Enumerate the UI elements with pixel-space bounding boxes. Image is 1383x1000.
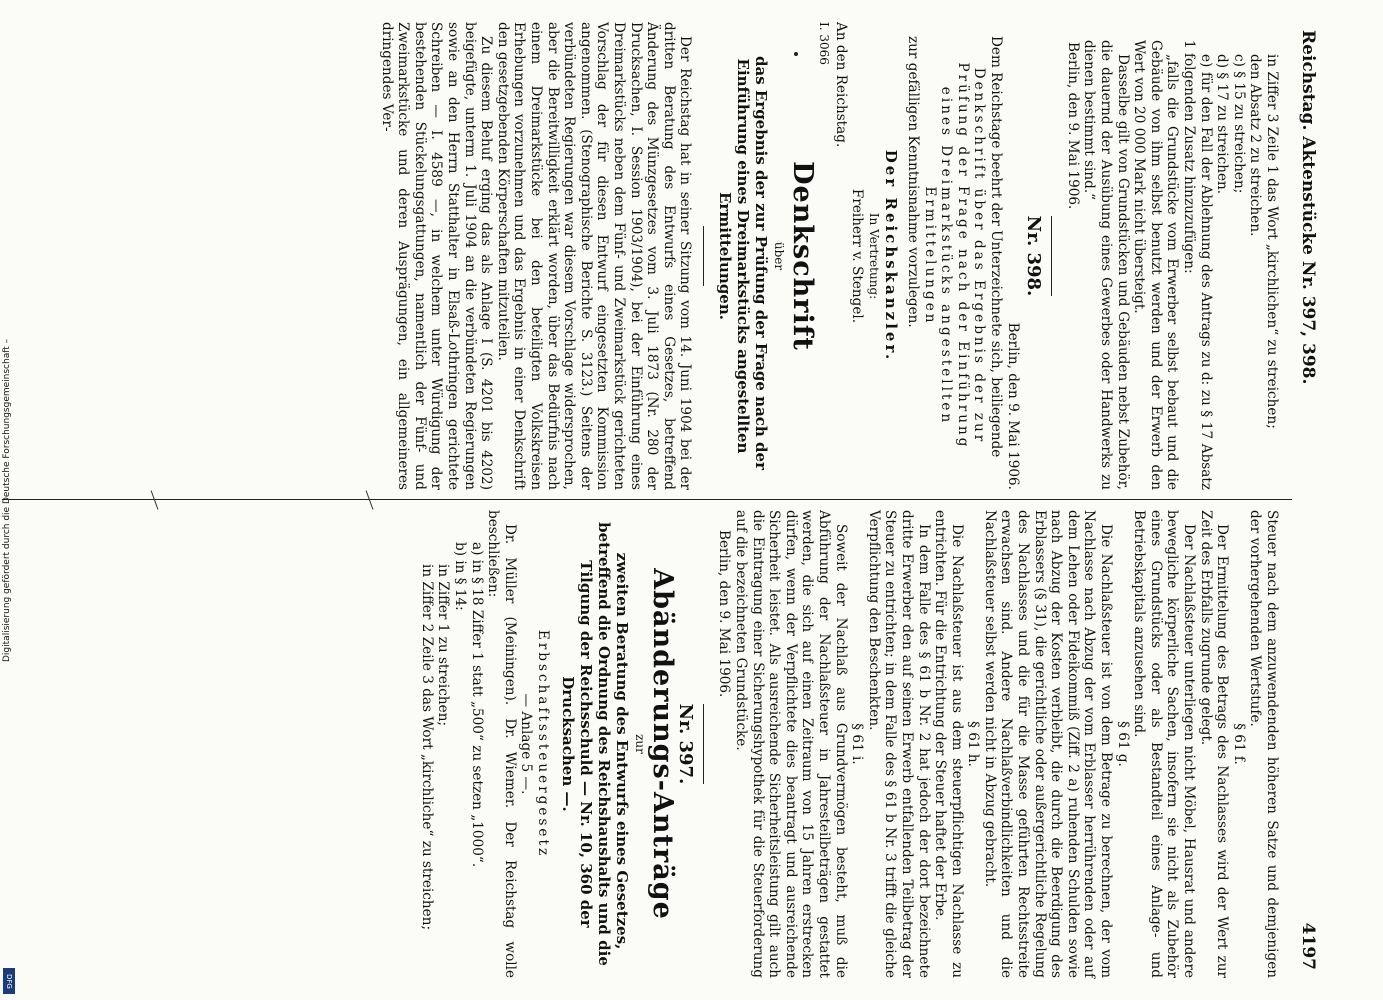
- paragraph-heading: § 61 g.: [1114, 721, 1131, 767]
- antraege-subtitle: zweiten Beratung des Entwurfs eines Gesetzes, betreffend die Ordnung des Reichshaushalts und die Tilgung der Reichsschuld — Nr. 10, 360 der Drucksachen —.: [559, 522, 632, 966]
- text-para: Der Reichstag hat in seiner Sitzung vom 14. Juni 1904 bei der dritten Beratung des Entwurfs eines Gesetzes, betreffend Änderung des Münzgesetzes vom 3. Juli 1873 (Nr. 280 der Drucksachen, I. Session 1903/1904), bei der Einführung eines Dreimarkstücks neben dem Fünf- und Zweimarkstück gerichteten Vorschlag der für diesen Entwurf eingesetzten Kommission angenommen. (Stenographische Berichte S. 3123.) Seitens der verbündeten Regierungen war diesem Vorschlage widersprochen, aber die Bereitwilligkeit erklärt worden, über das Bedürfnis nach einem Dreimarkstücke bei den beteiligten Volkskreisen Erhebungen vorzunehmen und das Ergebnis in einer Denkschrift den gesetzgebenden Körperschaften mitzuteilen.: [494, 22, 694, 490]
- text-para: Der Ermittelung des Betrags des Nachlasses wird der Wert zur Zeit des Erbfalls zugrunde gelegt.: [1197, 510, 1231, 978]
- item-e: e) für den Fall der Ablehnung des Antrags zu d: zu § 17 Absatz 1 folgenden Zusatz hinzuzufügen:: [1181, 40, 1214, 490]
- quote-para: Dasselbe gilt von Grundstücken und Gebäuden nebst Zubehör, die dauernd der Ausübung eines Gewerbes oder Handwerks zu dienen bestimmt sind.“: [1081, 40, 1131, 490]
- margin-mark: [366, 490, 374, 509]
- signatory-vertretung: In Vertretung:: [866, 212, 881, 300]
- paragraph-heading: § 61 f.: [1230, 723, 1247, 765]
- text-para: In dem Falle des § 61 b Nr. 2 hat jedoch der dort bezeichnete dritte Erwerber den auf seinen Erwerb entfallenden Teilbetrag der Steuer zu entrichten; in dem Falle des § 61 b Nr. 3 trifft die gleiche Verpflichtung den Beschenkten.: [865, 510, 932, 978]
- column-right: [418, 510, 1280, 978]
- item-c: c) § 15 zu streichen;: [1230, 54, 1247, 194]
- date-line: Berlin, den 9. Mai 1906.: [1004, 322, 1021, 490]
- denkschrift-title-inline: Denkschrift über das Ergebnis der zur Prüfung der Frage nach der Einführung eines Dreimarkstücks angestellten Ermittelungen: [921, 62, 988, 450]
- text-para: Der Nachlaßsteuer unterliegen nicht Möbel, Hausrat und andere bewegliche körperliche Sachen, insofern sie nicht als Zubehör eines Grundstücks oder als Bestandteil eines Anlage- und Betriebskapitals anzusehen sind.: [1131, 510, 1198, 978]
- section-number: Nr. 397.: [674, 703, 696, 785]
- dfg-logo-icon: DFG: [3, 968, 15, 994]
- text-para: Dem Reichstage beehrt der Unterzeichnete sich, beiliegende: [988, 36, 1005, 458]
- column-divider: [2, 499, 1292, 500]
- text-para: zur gefälligen Kenntnisnahme vorzulegen.: [905, 36, 922, 328]
- text-para: den Absatz 2 zu streichen.: [1247, 54, 1264, 237]
- text-para: Zu diesem Behuf erging das als Anlage I (S. 4201 bis 4202) beigefügte, unterm 1. Juli 1904 an die verbündeten Regierungen sowie an den Herrn Statthalter in Elsaß-Lothringen gerichtete Schreiben — I. 4589 —, in welchem unter Würdigung der bestehenden Stückelungsgattungen, namentlich der Fünf- und Zweimarkstücke und deren Ausprägungen, ein allgemeineres dringendes Ver-: [378, 22, 495, 490]
- denkschrift-heading: Denkschrift: [786, 161, 818, 351]
- section-rule: [1051, 216, 1052, 296]
- text-para: in Ziffer 3 Zeile 1 das Wort „kirchlichen“ zu streichen;: [1264, 54, 1280, 429]
- text-para: Dr. Müller (Meiningen). Dr. Wiemer. Der Reichstag wolle beschließen:: [485, 510, 518, 978]
- law-name: Erbschaftssteuergesetz: [535, 629, 552, 859]
- page-number: 4197: [1298, 922, 1318, 970]
- ink-dot: [794, 52, 798, 56]
- anlage-line: — Anlage 5 —.: [518, 693, 535, 795]
- antraege-title: Abänderungs-Anträge: [647, 568, 679, 920]
- reference-number: I. 3066: [817, 22, 832, 65]
- item-b: b) in § 14:: [452, 542, 469, 611]
- section-rule: [703, 704, 704, 784]
- page-header: [1292, 30, 1318, 970]
- text-para: Die Nachlaßsteuer ist aus dem steuerpflichtigen Nachlasse zu entrichten. Für die Entrichtung der Steuer haftet der Erbe.: [932, 510, 965, 978]
- paragraph-heading: § 61 i.: [849, 723, 866, 765]
- text-para: Soweit der Nachlaß aus Grundvermögen besteht, muß die Abführung der Nachlaßsteuer in Jahresteilbeträgen gestattet werden, die sich auf einen Zeitraum von 15 Jahren erstrecken dürfen, wenn der Verpflichtete dies beantragt und ausreichende Sicherheit leistet. Als ausreichende Sicherheitsleistung gilt auch die Eintragung einer Sicherungshypothek für die Steuerforderung auf die bezeichneten Grundstücke.: [733, 510, 849, 978]
- signatory-name: Freiherr v. Stengel.: [849, 188, 866, 324]
- section-rule: [703, 226, 704, 286]
- quote-para: „falls die Grundstücke vom Erwerber selbst bebaut und die Gebäude von ihm selbst benutzt werden und der Erwerb den Wert von 20 000 Mark nicht übersteigt.: [1131, 40, 1181, 490]
- column-left: [378, 22, 1280, 490]
- text-para: Die Nachlaßsteuer ist von dem Betrage zu berechnen, der vom Nachlasse nach Abzug der vom Erblasser herrührenden oder auf dem Lehen oder Fideikommiß (Ziff. 2 a) ruhenden Schulden sowie nach Abzug der Kosten verbleibt, die durch die Beerdigung des Erblassers (§ 31), die gerichtliche oder außergerichtliche Regelung des Nachlasses und die für die Masse geführten Rechtsstreite erwachsen sind. Andere Nachlaßverbindlichkeiten und die Nachlaßsteuer selbst werden nicht in Abzug gebracht.: [981, 510, 1115, 978]
- signatory-office: Der Reichskanzler.: [881, 149, 900, 363]
- item-a: a) in § 18 Ziffer 1 statt „500“ zu setzen „1000“.: [468, 542, 485, 868]
- date-line: Berlin, den 9. Mai 1906.: [716, 530, 733, 698]
- paragraph-heading: § 61 h.: [965, 721, 982, 767]
- denkschrift-subtitle: das Ergebnis der zur Prüfung der Frage nach der Einführung eines Dreimarkstücks angestellten Ermittelungen.: [716, 55, 771, 470]
- item-b2: in Ziffer 2 Zeile 3 das Wort „kirchliche“ zu streichen;: [418, 564, 435, 931]
- date-line: Berlin, den 9. Mai 1906.: [1064, 42, 1081, 210]
- text-para: Steuer nach dem anzuwendenden höheren Satze und demjenigen der vorhergehenden Wertstufe.: [1247, 510, 1280, 978]
- section-number: Nr. 398.: [1023, 215, 1045, 297]
- running-title: Reichstag. Aktenstücke Nr. 397, 398.: [1298, 30, 1318, 385]
- ueber-line: über: [771, 241, 786, 271]
- margin-mark: [151, 490, 159, 509]
- addressee: An den Reichstag.: [832, 22, 849, 148]
- digitization-note: Digitalisierung gefördert durch die Deutsche Forschungsgemeinschaft –: [2, 338, 12, 662]
- zur-line: zur: [632, 734, 647, 754]
- item-d: d) § 17 zu streichen.: [1214, 54, 1231, 195]
- item-b1: in Ziffer 1 zu streichen;: [435, 564, 452, 727]
